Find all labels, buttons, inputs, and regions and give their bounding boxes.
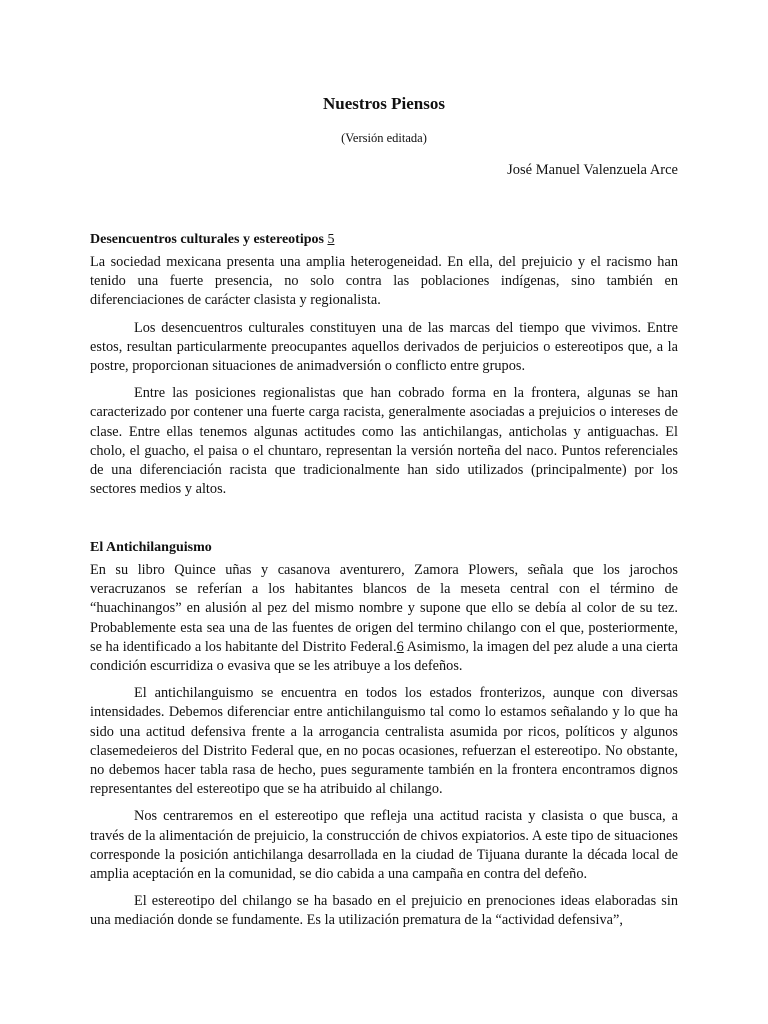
footnote-link-6[interactable]: 6 [396, 638, 404, 655]
document-author: José Manuel Valenzuela Arce [507, 162, 678, 178]
section-heading-text: El Antichilanguismo [90, 540, 212, 555]
paragraph [90, 561, 678, 676]
footnote-link-5[interactable]: 5 [327, 232, 335, 247]
section-desencuentros [90, 230, 678, 507]
section-antichilanguismo [90, 538, 678, 939]
section-heading [90, 230, 678, 249]
section-heading-text: Desencuentros culturales y estereotipos [90, 232, 324, 247]
paragraph: El antichilanguismo se encuentra en todos los estados fronterizos, aunque con diversas intensidades. Debemos diferenciar entre antichilanguismo tal como lo estamos señalando y lo que ha sido una actitud defensiva frente a la arrogancia centralista asumida por ricos, políticos y algunos clasemedeieros del Distrito Federal que, en no pocas ocasiones, refuerzan el estereotipo. No obstante, no debemos hacer tabla rasa de hecho, pues seguramente también en la frontera encontramos dignos representantes del estereotipo que se ha atribuido al chilango. [90, 685, 678, 798]
paragraph-text: En su libro Quince uñas y casanova aventurero, Zamora Plowers, señala que los jarochos veracruzanos se referían a los habitantes blancos de la meseta central con el término de “huachinangos” en alusión al pez del mismo nombre y supone que ello se debía al color de su tez. Probablemente esta sea una de las fuentes de origen del termino chilango con el que, posteriormente, se ha identificado a los habitante del Distrito Federal. [90, 562, 678, 655]
paragraph: El estereotipo del chilango se ha basado en el prejuicio en prenociones ideas elaboradas sin una mediación donde se fundamente. Es la utilización prematura de la “actividad defensiva”, [90, 893, 678, 929]
paragraph: Los desencuentros culturales constituyen una de las marcas del tiempo que vivimos. Entre estos, resultan particularmente preocupantes aquellos derivados de perjuicios o estereotipos que, a la postre, proporcionan situaciones de animadversión o conflicto entre grupos. [90, 319, 678, 375]
paragraph: La sociedad mexicana presenta una amplia heterogeneidad. En ella, del prejuicio y el racismo han tenido una fuerte presencia, no solo contra las poblaciones indígenas, sino también en diferenciaciones de carácter clasista y regionalista. [90, 254, 678, 309]
paragraph-text: Asimismo, la imagen del pez alude a una cierta condición escurridiza o evasiva que se les atribuye a los defeños. [90, 638, 678, 675]
paragraph: Nos centraremos en el estereotipo que refleja una actitud racista y clasista o que busca, a través de la alimentación de prejuicio, la construcción de chivos expiatorios. A este tipo de situaciones corresponde la posición antichilanga desarrollada en la ciudad de Tijuana durante la década local de amplia aceptación en la comunidad, se dio cabida a una campaña en contra del defeño. [90, 808, 678, 883]
paragraph: Entre las posiciones regionalistas que han cobrado forma en la frontera, algunas se han caracterizado por contener una fuerte carga racista, generalmente asociadas a prejuicios o intereses de clase. Entre ellas tenemos algunas actitudes como las antichilangas, anticholas y antiguachas. El cholo, el guacho, el paisa o el chuntaro, representan la versión norteña del naco. Puntos referenciales de una diferenciación racista que tradicionalmente han sido utilizados (principalmente) por los sectores medios y altos. [90, 385, 678, 498]
document-subtitle: (Versión editada) [341, 131, 427, 145]
section-heading [90, 538, 678, 557]
document-title: Nuestros Piensos [323, 94, 445, 113]
